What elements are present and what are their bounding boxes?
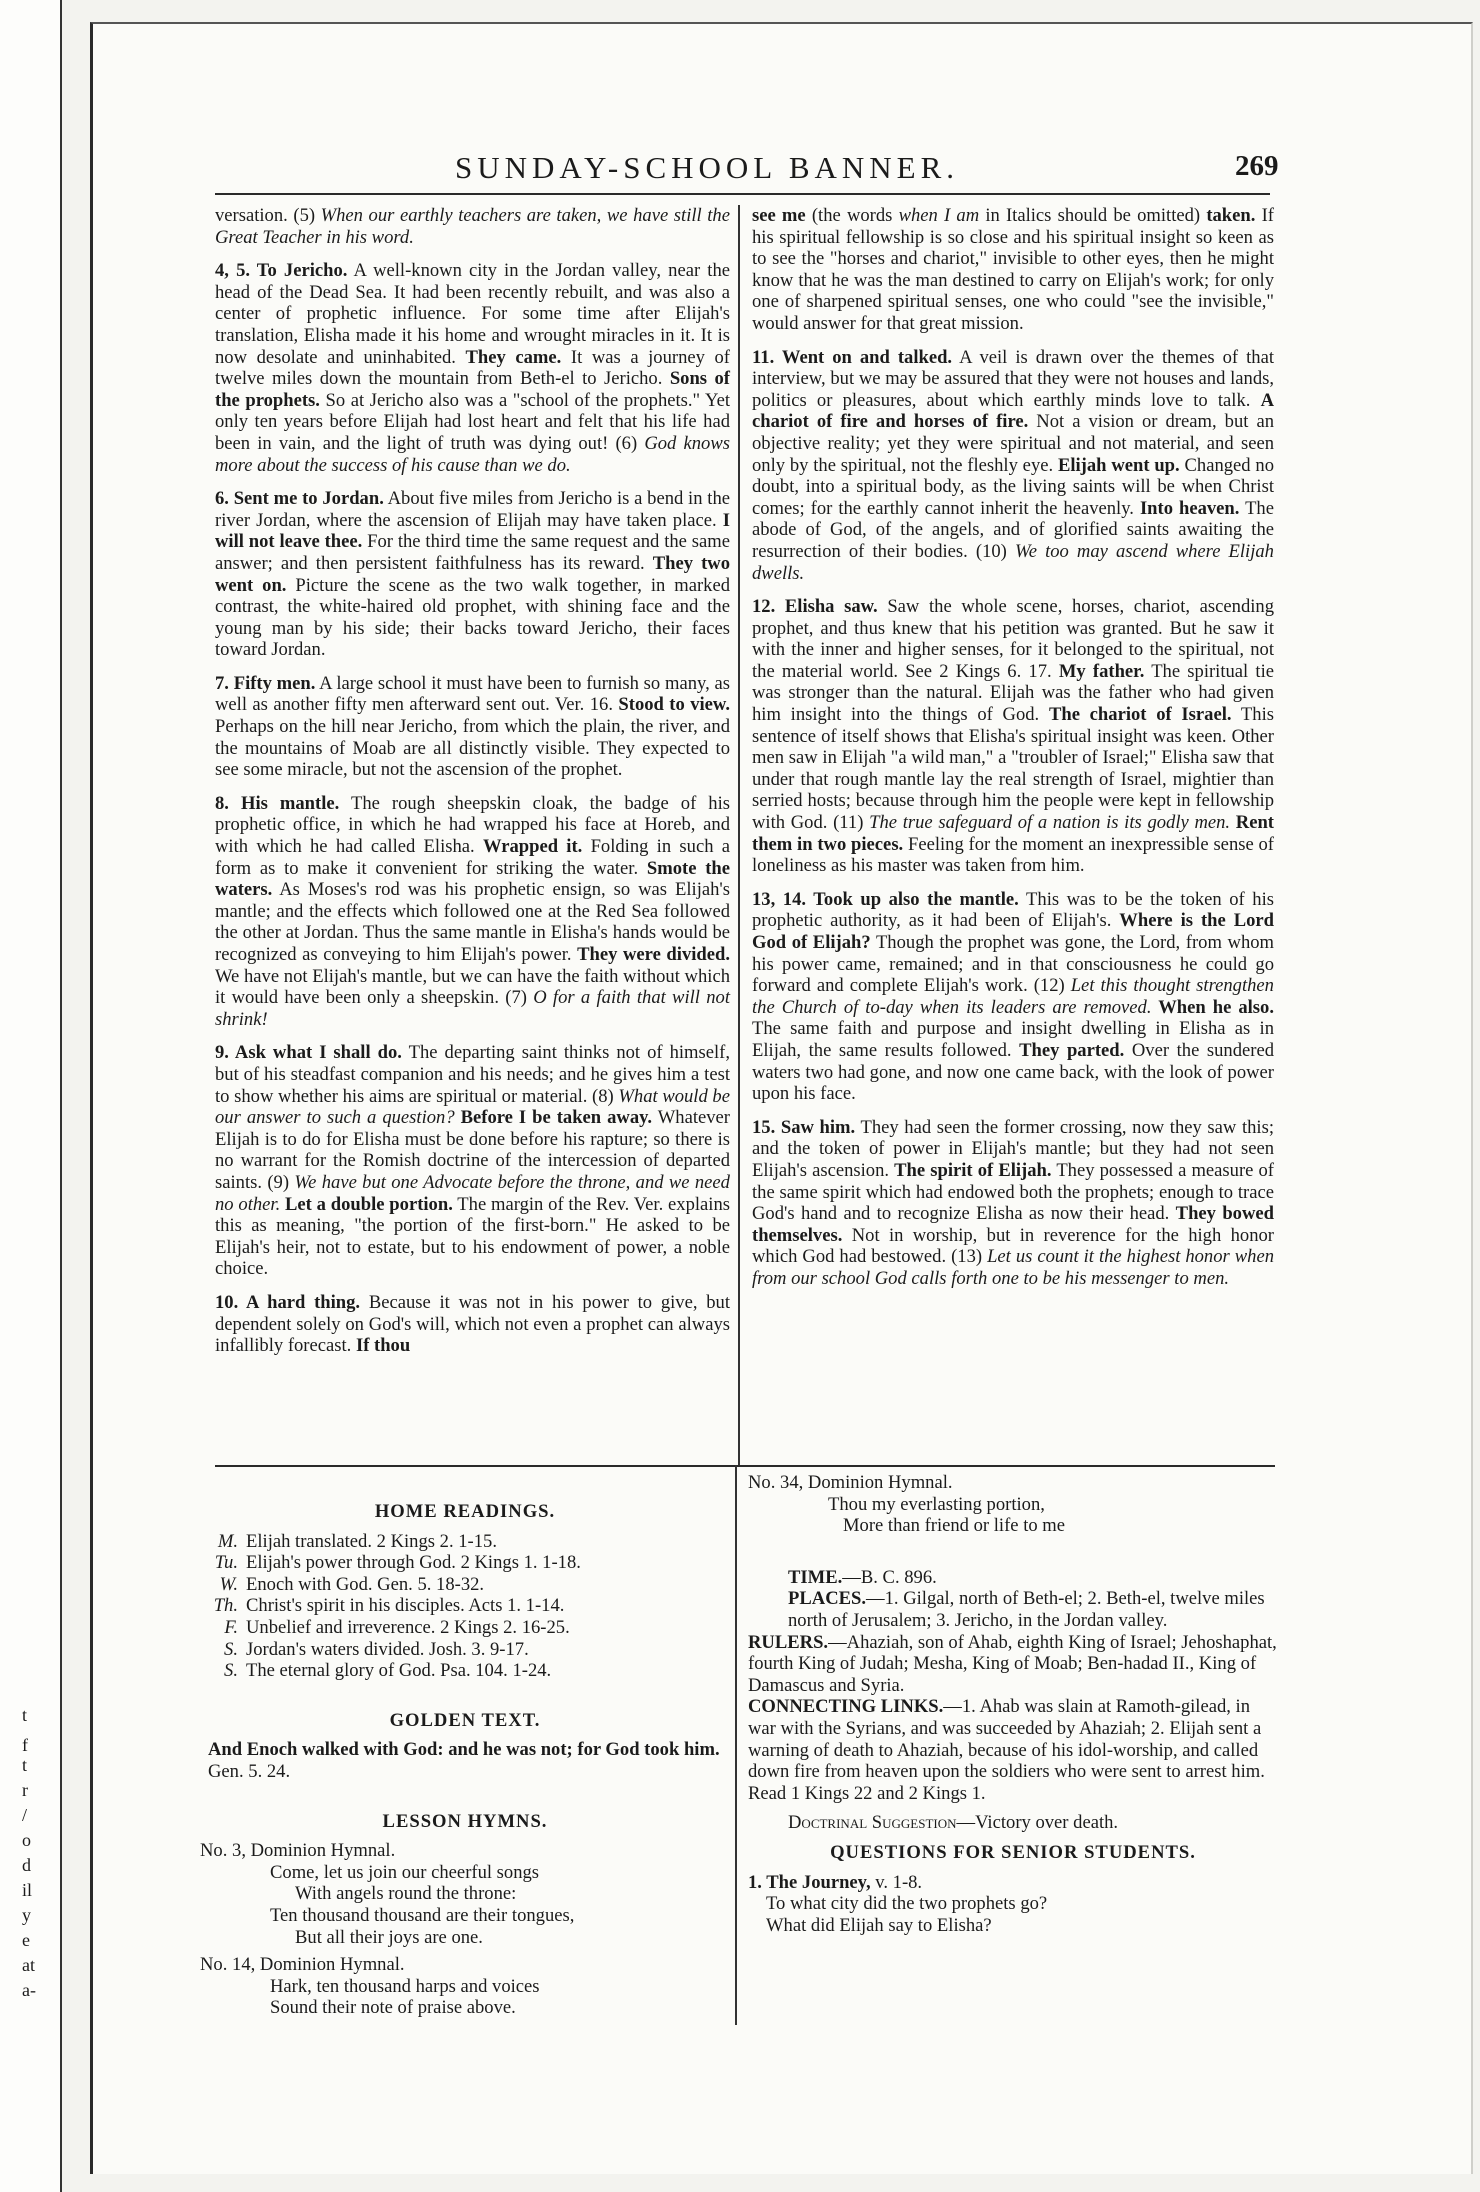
reading-item: Tu. Elijah's power through God. 2 Kings 1. 1-18. bbox=[214, 1552, 581, 1574]
paragraph: 7. Fifty men. A large school it must have been to furnish so many, as well as another fifty men afterward sent out. Ver. 16. Stood to view. Perhaps on the hill near Jericho, from which the plain, the river, and the mountains of Moab are all distinctly visible. They expected to see some miracle, but not the ascension of the prophet. bbox=[215, 672, 730, 781]
paragraph: 13, 14. Took up also the mantle. This was to be the token of his prophetic authority, as it had been of Elijah's. Where is the Lord God of Elijah? Though the prophet was gone, the Lord, from whom his power came, remained; and in that consciousness he could go forward and complete Elijah's work. (12) Let this thought strengthen the Church of to-day when its leaders are removed. When he also. The same faith and purpose and insight dwelling in Elisha as in Elijah, the same results followed. They parted. Over the sundered waters two had gone, and now one came back, with the look of power upon his face. bbox=[752, 888, 1275, 1105]
paragraph: 10. A hard thing. Because it was not in his power to give, but dependent solely on God's will, which not even a prophet can always infallibly forecast. If thou bbox=[215, 1291, 731, 1357]
rulers-line: RULERS.—Ahaziah, son of Ahab, eighth King of Israel; Jehoshaphat, fourth King of Judah; Mesha, King of Moab; Ben-hadad II., King of Damascus and Syria. bbox=[748, 1631, 1277, 1696]
strip-char: r bbox=[22, 1780, 28, 1800]
adjacent-page-strip bbox=[0, 0, 62, 2192]
hymn-line: Come, let us join our cheerful songs bbox=[270, 1861, 540, 1883]
reading-item: M. Elijah translated. 2 Kings 2. 1-15. bbox=[217, 1530, 497, 1552]
strip-char: o bbox=[22, 1830, 31, 1850]
hymn-line: More than friend or life to me bbox=[843, 1515, 1066, 1537]
strip-char: t bbox=[22, 1705, 28, 1725]
questions-title: QUESTIONS FOR SENIOR STUDENTS. bbox=[830, 1841, 1196, 1863]
hymn-line: But all their joys are one. bbox=[295, 1926, 483, 1948]
reading-item: F. Unbelief and irreverence. 2 Kings 2. 16-25. bbox=[224, 1616, 570, 1638]
strip-char: a- bbox=[22, 1980, 36, 2000]
paragraph: 11. Went on and talked. A veil is drawn over the themes of that interview, but we may be assured that they were not houses and lands, politics or pleasures, about which earthly minds love to talk. A chariot of fire and horses of fire. Not a vision or dream, but an objective reality; yet they were spiritual and not material, and seen only by the spiritual, not the fleshly eye. Elijah went up. Changed no doubt, into a spiritual body, as the living saints will be when Christ comes; for the earthly cannot inherit the heavenly. Into heaven. The abode of God, of the angels, and of glorified saints awaiting the resurrection of their bodies. (10) We too may ascend where Elijah dwells. bbox=[752, 346, 1274, 584]
connecting-links: CONNECTING LINKS.—1. Ahab was slain at Ramoth-gilead, in war with the Syrians, and was succeeded by Ahaziah; 2. Elijah sent a warning of death to Ahaziah, because of his idol-worship, and called down fire from heaven upon the soldiers who were sent to arrest him. Read 1 Kings 22 and 2 Kings 1. bbox=[748, 1696, 1265, 1804]
strip-char: at bbox=[22, 1955, 35, 1975]
doctrinal-suggestion: Doctrinal Suggestion—Victory over death. bbox=[788, 1812, 1119, 1834]
reading-item: W. Enoch with God. Gen. 5. 18-32. bbox=[219, 1573, 485, 1595]
hymn-line: Sound their note of praise above. bbox=[270, 1997, 516, 2019]
strip-char: y bbox=[22, 1905, 31, 1925]
right-column bbox=[752, 205, 1274, 1302]
question-section: 1. The Journey, v. 1-8. bbox=[748, 1871, 923, 1893]
lesson-aids-left bbox=[200, 1495, 730, 2019]
time-line: TIME.—B. C. 896. bbox=[788, 1566, 937, 1588]
question-item: To what city did the two prophets go? bbox=[766, 1893, 1048, 1915]
strip-char: d bbox=[22, 1855, 31, 1875]
question-item: What did Elijah say to Elisha? bbox=[766, 1914, 992, 1936]
hymn-line: With angels round the throne: bbox=[295, 1883, 517, 1905]
lesson-aids-right bbox=[748, 1472, 1278, 1936]
left-column bbox=[215, 205, 730, 1369]
golden-text: And Enoch walked with God: and he was not; for God took him. Gen. 5. 24. bbox=[208, 1739, 720, 1782]
paragraph: 9. Ask what I shall do. The departing saint thinks not of himself, but of his steadfast companion and his needs; and he gives him a test to show whether his aims are spiritual or material. (8) What would be our answer to such a question? Before I be taken away. Whatever Elijah is to do for Elisha must be done before his rapture; so there is no warrant for the Romish doctrine of the intercession of departed saints. (9) We have but one Advocate before the throne, and we need no other. Let a double portion. The margin of the Rev. Ver. explains this as meaning, "the portion of the first-born." He asked to be Elijah's heir, not to estate, but to his endowment of power, a noble choice. bbox=[215, 1042, 731, 1280]
hymn-label: No. 3, Dominion Hymnal. bbox=[200, 1840, 396, 1862]
home-readings-title: HOME READINGS. bbox=[374, 1501, 556, 1522]
column-divider bbox=[735, 1465, 737, 2025]
places-line: PLACES.—1. Gilgal, north of Beth-el; 2. Beth-el, twelve miles north of Jerusalem; 3. Jericho, in the Jordan valley. bbox=[788, 1588, 1265, 1631]
reading-item: S. The eternal glory of God. Psa. 104. 1-24. bbox=[224, 1660, 552, 1682]
paragraph: 12. Elisha saw. Saw the whole scene, horses, chariot, ascending prophet, and thus knew that his petition was granted. But he saw it with the inner and higher senses, for it belonged to the spiritual, not the material world. See 2 Kings 6. 17. My father. The spiritual tie was stronger than the natural. Elijah was the father who had given him insight into the things of God. The chariot of Israel. This sentence of itself shows that Elisha's spiritual insight was keen. Other men saw in Elijah "a wild man," a "troubler of Israel;" Elisha saw that under that rough mantle lay the real strength of Israel, mightier than serried hosts; because through him the people were kept in fellowship with God. (11) The true safeguard of a nation is its godly men. Rent them in two pieces. Feeling for the moment an inexpressible sense of loneliness as his master was taken from him. bbox=[752, 596, 1275, 877]
hymn-line: Hark, ten thousand harps and voices bbox=[270, 1975, 540, 1997]
strip-char: f bbox=[22, 1735, 28, 1755]
hymn-line: Ten thousand thousand are their tongues, bbox=[270, 1904, 575, 1926]
lesson-hymns-title: LESSON HYMNS. bbox=[382, 1810, 548, 1832]
golden-text-title: GOLDEN TEXT. bbox=[389, 1709, 541, 1731]
paragraph: versation. (5) When our earthly teachers are taken, we have still the Great Teacher in his word. bbox=[215, 205, 730, 248]
strip-char: t bbox=[22, 1755, 28, 1775]
reading-item: S. Jordan's waters divided. Josh. 3. 9-17. bbox=[224, 1638, 529, 1660]
hymn-line: Thou my everlasting portion, bbox=[828, 1493, 1045, 1515]
strip-char: il bbox=[22, 1880, 33, 1900]
header-rule bbox=[215, 193, 1270, 195]
hymn-label: No. 34, Dominion Hymnal. bbox=[748, 1472, 953, 1493]
strip-char: e bbox=[22, 1930, 30, 1950]
reading-item: Th. Christ's spirit in his disciples. Acts 1. 1-14. bbox=[213, 1595, 565, 1617]
running-header: SUNDAY-SCHOOL BANNER. bbox=[455, 150, 960, 185]
paragraph: 8. His mantle. The rough sheepskin cloak, the badge of his prophetic office, in which he had wrapped his face at Horeb, and with which he had called Elisha. Wrapped it. Folding in such a form as to make it convenient for striking the water. Smote the waters. As Moses's rod was his prophetic ensign, so was Elijah's mantle; and the effects which followed one at the Red Sea followed the other at Jordan. Thus the same mantle in Elisha's hands would be recognized as conveying to him Elijah's power. They were divided. We have not Elijah's mantle, but we can have the faith without which it would have been only a sheepskin. (7) O for a faith that will not shrink! bbox=[215, 792, 730, 1030]
hymn-label: No. 14, Dominion Hymnal. bbox=[200, 1954, 405, 1976]
paragraph: 6. Sent me to Jordan. About five miles from Jericho is a bend in the river Jordan, where the ascension of Elijah may have taken place. I will not leave thee. For the third time the same request and the same answer; and then persistent faithfulness has its reward. They two went on. Picture the scene as the two walk together, in marked contrast, the white-haired old prophet, with shining face and the young man by his side; their backs toward Jericho, their faces toward Jordan. bbox=[215, 488, 731, 661]
paragraph: see me (the words when I am in Italics should be omitted) taken. If his spiritual fellowship is so close and his spiritual insight so keen as to see the "horses and chariot," invisible to other eyes, then he might know that he was the man destined to carry on Elijah's work; for only one of sharpened spiritual senses, one who could "see the invisible," would answer for that great mission. bbox=[752, 205, 1274, 334]
paragraph: 15. Saw him. They had seen the former crossing, now they saw this; and the token of power in Elijah's mantle; but they had not seen Elijah's ascension. The spirit of Elijah. They possessed a measure of the same spirit which had endowed both the prophets; enough to trace God's hand and to recognize Elisha as now their head. They bowed themselves. Not in worship, but in reverence for the high honor which God had bestowed. (13) Let us count it the highest honor when from our school God calls forth one to be his messenger to men. bbox=[752, 1116, 1274, 1289]
column-divider bbox=[738, 205, 740, 1465]
section-rule bbox=[215, 1465, 1275, 1467]
paragraph: 4, 5. To Jericho. A well-known city in the Jordan valley, near the head of the Dead Sea. It had been recently rebuilt, and was also a center of prophetic influence. For some time after Elijah's translation, Elisha made it his home and wrought miracles in it. It is now desolate and uninhabited. They came. It was a journey of twelve miles down the mountain from Beth-el to Jericho. Sons of the prophets. So at Jericho also was a "school of the prophets." Yet only ten years before Elijah had lost heart and felt that his life had been in vain, and the light of truth was dying out! (6) God knows more about the success of his cause than we do. bbox=[215, 260, 731, 476]
page-number: 269 bbox=[1235, 150, 1279, 182]
strip-char: / bbox=[22, 1805, 28, 1825]
